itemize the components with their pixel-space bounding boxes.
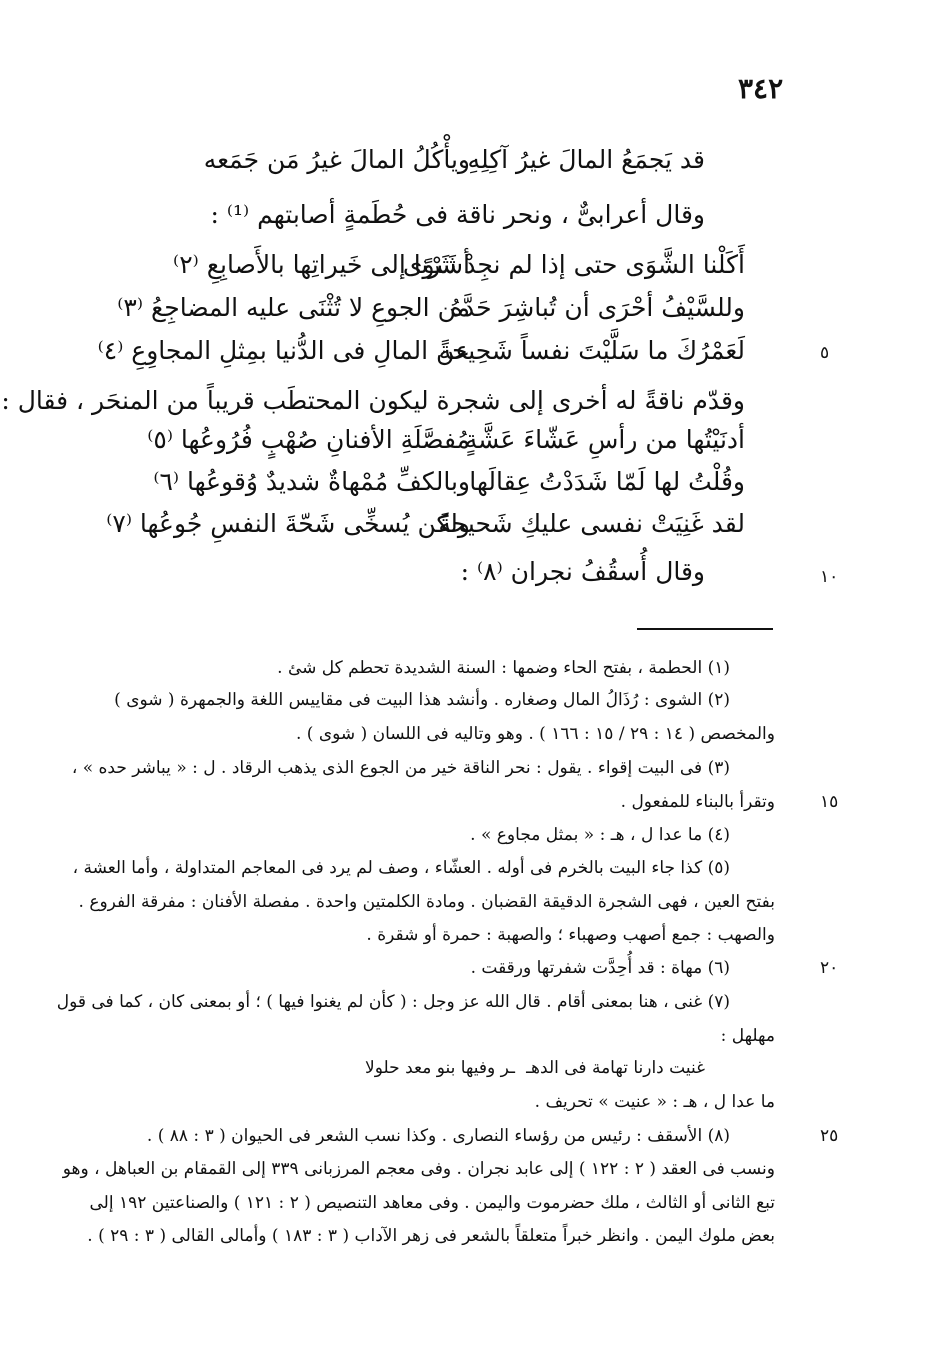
footnote-3-line2: وتقرأ بالبناء للمفعول . xyxy=(620,792,775,812)
intro-3: وقال أُسقُفُ نجران ⁽٨⁾ : xyxy=(460,557,705,586)
footnote-4: (٤) ما عدا ل ، هـ : « بمثل مجاوع » . xyxy=(470,825,730,845)
poem1-line3-right: لَعَمْرُكَ ما سَلَّيْتَ نفساً شَحِيحةً xyxy=(438,336,745,365)
footnote-8-line1: (٨) الأسقف : رئيس من رؤساء النصارى . وكذا نسب الشعر فى الحيوان ( ٣ : ٨٨ ) . xyxy=(146,1126,730,1146)
poem1-line1-right: أَكَلْنا الشَّوَى حتى إذا لم نجِدْ شَوًى xyxy=(402,250,745,279)
couplet-top-left: ويأْكُلُ المالَ غيرُ مَن جَمَعه xyxy=(203,145,470,174)
couplet-top-right: قد يَجمَعُ المالَ غيرُ آكِلِهِ xyxy=(467,145,705,174)
poem2-line2-left: وبالكفِّ مُمْهاةٌ شديدٌ وُقوعُها ⁽٦⁾ xyxy=(153,467,470,496)
poem2-line1-left: مُفصَّلَةِ الأفنانِ صُهْبٍ فُرُوعُها ⁽٥⁾ xyxy=(147,425,470,454)
footnote-2-line1: (٢) الشوى : رُذَالُ المال وصغاره . وأنشد هذا البيت فى مقاييس اللغة والجمهرة ( شوى ) xyxy=(114,690,730,710)
page-number: ٣٤٢ xyxy=(738,72,784,105)
poem1-line1-left: أشَرْنا إلى خَيراتِها بالأَصابِعِ ⁽٢⁾ xyxy=(173,250,470,279)
line-number-20: ٢٠ xyxy=(820,958,839,978)
footnote-7-verse-right: غنيت دارنا تهامة فى الدهـ xyxy=(526,1058,705,1078)
intro-1: وقال أعرابىٌّ ، ونحر ناقة فى حُطَمةٍ أصابتهم ⁽¹⁾ : xyxy=(210,200,705,229)
footnote-7-line1: (٧) غنى ، هنا بمعنى أقام . قال الله عز وجل : ( كأن لم يغنوا فيها ) ؛ أو بمعنى كان ، كما فى قول xyxy=(56,992,730,1012)
footnote-separator xyxy=(637,628,773,630)
poem2-line2-right: وقُلْتُ لها لَمّا شَدَدْتُ عِقالَها xyxy=(469,467,745,496)
footnote-5-line1: (٥) كذا جاء البيت بالخرم فى أوله . العشّاء ، وصف لم يرد فى المعاجم المتداولة ، وأما العشة ، xyxy=(72,858,730,878)
footnote-8-line2: ونسب فى العقد ( ٢ : ١٢٢ ) إلى عابد نجران . وفى معجم المرزبانى ٣٣٩ إلى القمقام بن العباهل ، وهو xyxy=(62,1159,775,1179)
footnote-7-line3: ما عدا ل ، هـ : « عنيت » تحريف . xyxy=(534,1092,775,1112)
footnote-7-verse-left: ـر وفيها بنو معد حلولا xyxy=(365,1058,515,1078)
intro-2: وقدّم ناقةً له أخرى إلى شجرة ليكون المحتطَب قريباً من المنحَر ، فقال : xyxy=(1,386,745,415)
footnote-7-line2: مهلهل : xyxy=(720,1026,775,1046)
line-number-10: ١٠ xyxy=(820,567,839,587)
poem1-line3-left: عن المالِ فى الدُّنيا بمِثلِ المجاوِعِ ⁽٤⁾ xyxy=(97,336,470,365)
poem2-line3-right: لقد غَنِيَتْ نفسى عليكِ شَحيحةً xyxy=(438,509,745,538)
footnote-8-line4: بعض ملوك اليمن . وانظر خبراً متعلقاً بالشعر فى زهر الآداب ( ٣ : ١٨٣ ) وأمالى القالى ( ٣ : ٢٩ ) . xyxy=(87,1226,775,1246)
poem2-line3-left: ولكن يُسخِّى شَحّةَ النفسِ جُوعُها ⁽٧⁾ xyxy=(106,509,470,538)
footnote-1: (١) الحطمة ، بفتح الحاء وضمها : السنة الشديدة تحطم كل شئ . xyxy=(277,658,730,678)
footnote-5-line3: والصهب : جمع أصهب وصهباء ؛ والصهبة : حمرة أو شقرة . xyxy=(366,925,775,945)
footnote-2-line2: والمخصص ( ١٤ : ٢٩ / ١٥ : ١٦٦ ) . وهو وتاليه فى اللسان ( شوى ) . xyxy=(295,724,775,744)
footnote-5-line2: بفتح العين ، فهى الشجرة الدقيقة القضبان . ومادة الكلمتين واحدة . مفصلة الأفنان : مفرقة الفروع . xyxy=(78,892,775,912)
line-number-15: ١٥ xyxy=(820,792,839,812)
footnote-8-line3: تبع الثانى أو الثالث ، ملك حضرموت واليمن . وفى معاهد التنصيص ( ٢ : ١٢١ ) والصناعتين ١٩٢ إلى xyxy=(89,1193,775,1213)
line-number-25: ٢٥ xyxy=(820,1126,839,1146)
poem1-line2-left: من الجوعِ لا تُثْنَى عليه المضاجِعُ ⁽٣⁾ xyxy=(117,293,470,322)
line-number-5: ٥ xyxy=(820,343,830,363)
poem2-line1-right: أدنَيْتُها من رأسِ عَشّاءَ عَشَّةٍ xyxy=(464,425,745,454)
footnote-3-line1: (٣) فى البيت إقواء . يقول : نحر الناقة خير من الجوع الذى يذهب الرقاد . ل : « يباشر حده » ، xyxy=(71,758,730,778)
footnote-6: (٦) مهاة : قد أُحِدَّت شفرتها ورققت . xyxy=(470,958,730,978)
poem1-line2-right: وللسَّيْفُ أحْرَى أن تُباشِرَ حَدَّهُ xyxy=(449,293,745,322)
